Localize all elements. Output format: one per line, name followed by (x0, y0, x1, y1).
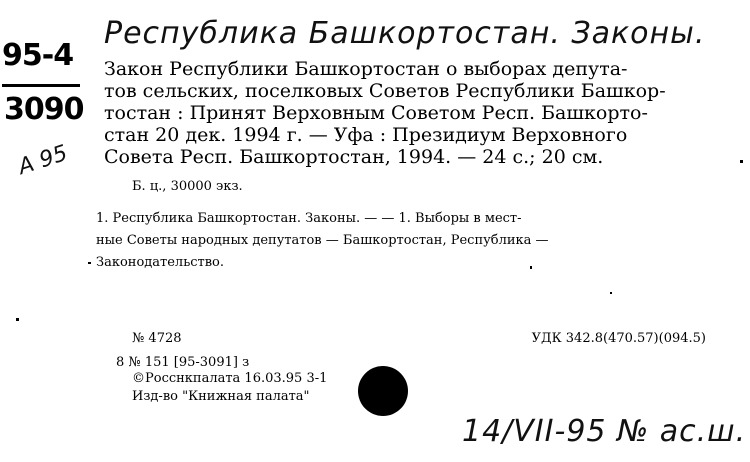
stamp-underline (2, 84, 80, 87)
subject-tracing (96, 208, 706, 274)
entry-line: Совета Респ. Башкортостан, 1994. — 24 с.; 20 см. (104, 146, 604, 168)
record-number: № 4728 (132, 331, 182, 346)
speck (740, 160, 743, 163)
udk-classification: УДК 342.8(470.57)(094.5) (531, 331, 706, 346)
entry-line: стан 20 дек. 1994 г. — Уфа : Президиум Верховного (104, 124, 628, 146)
book-chamber-line: ©Росснкпалата 16.03.95 3-1 (132, 371, 328, 386)
tracing-line: Законодательство. (96, 255, 225, 270)
tracing-line: ные Советы народных депутатов — Башкортостан, Республика — (96, 233, 549, 248)
entry-line: тов сельских, поселковых Советов Республики Башкор- (104, 80, 666, 102)
speck (530, 266, 532, 269)
print-run: Б. ц., 30000 экз. (132, 179, 243, 194)
accession-stamp-top: 95-4 (2, 38, 74, 73)
publisher-line: Изд-во "Книжная палата" (132, 389, 310, 404)
accession-stamp-bottom: 3090 (4, 92, 84, 127)
entry-line: тостан : Принят Верховным Советом Респ. Башкорто- (104, 102, 648, 124)
tracing-line: 1. Республика Башкортостан. Законы. — — 1. Выборы в мест- (96, 211, 522, 226)
handwritten-heading: Республика Башкортостан. Законы. (104, 16, 706, 51)
ink-blot (358, 366, 408, 416)
bibliographic-entry (104, 58, 704, 168)
handwritten-margin-note: А 95 (15, 140, 71, 181)
card-index-number: 8 № 151 [95-3091] з (116, 355, 250, 370)
entry-line: Закон Республики Башкортостан о выборах депута- (104, 58, 628, 80)
handwritten-date-note: 14/VII-95 № ас.ш. (462, 414, 747, 449)
speck (88, 262, 91, 264)
speck (16, 318, 19, 321)
speck (610, 292, 612, 294)
